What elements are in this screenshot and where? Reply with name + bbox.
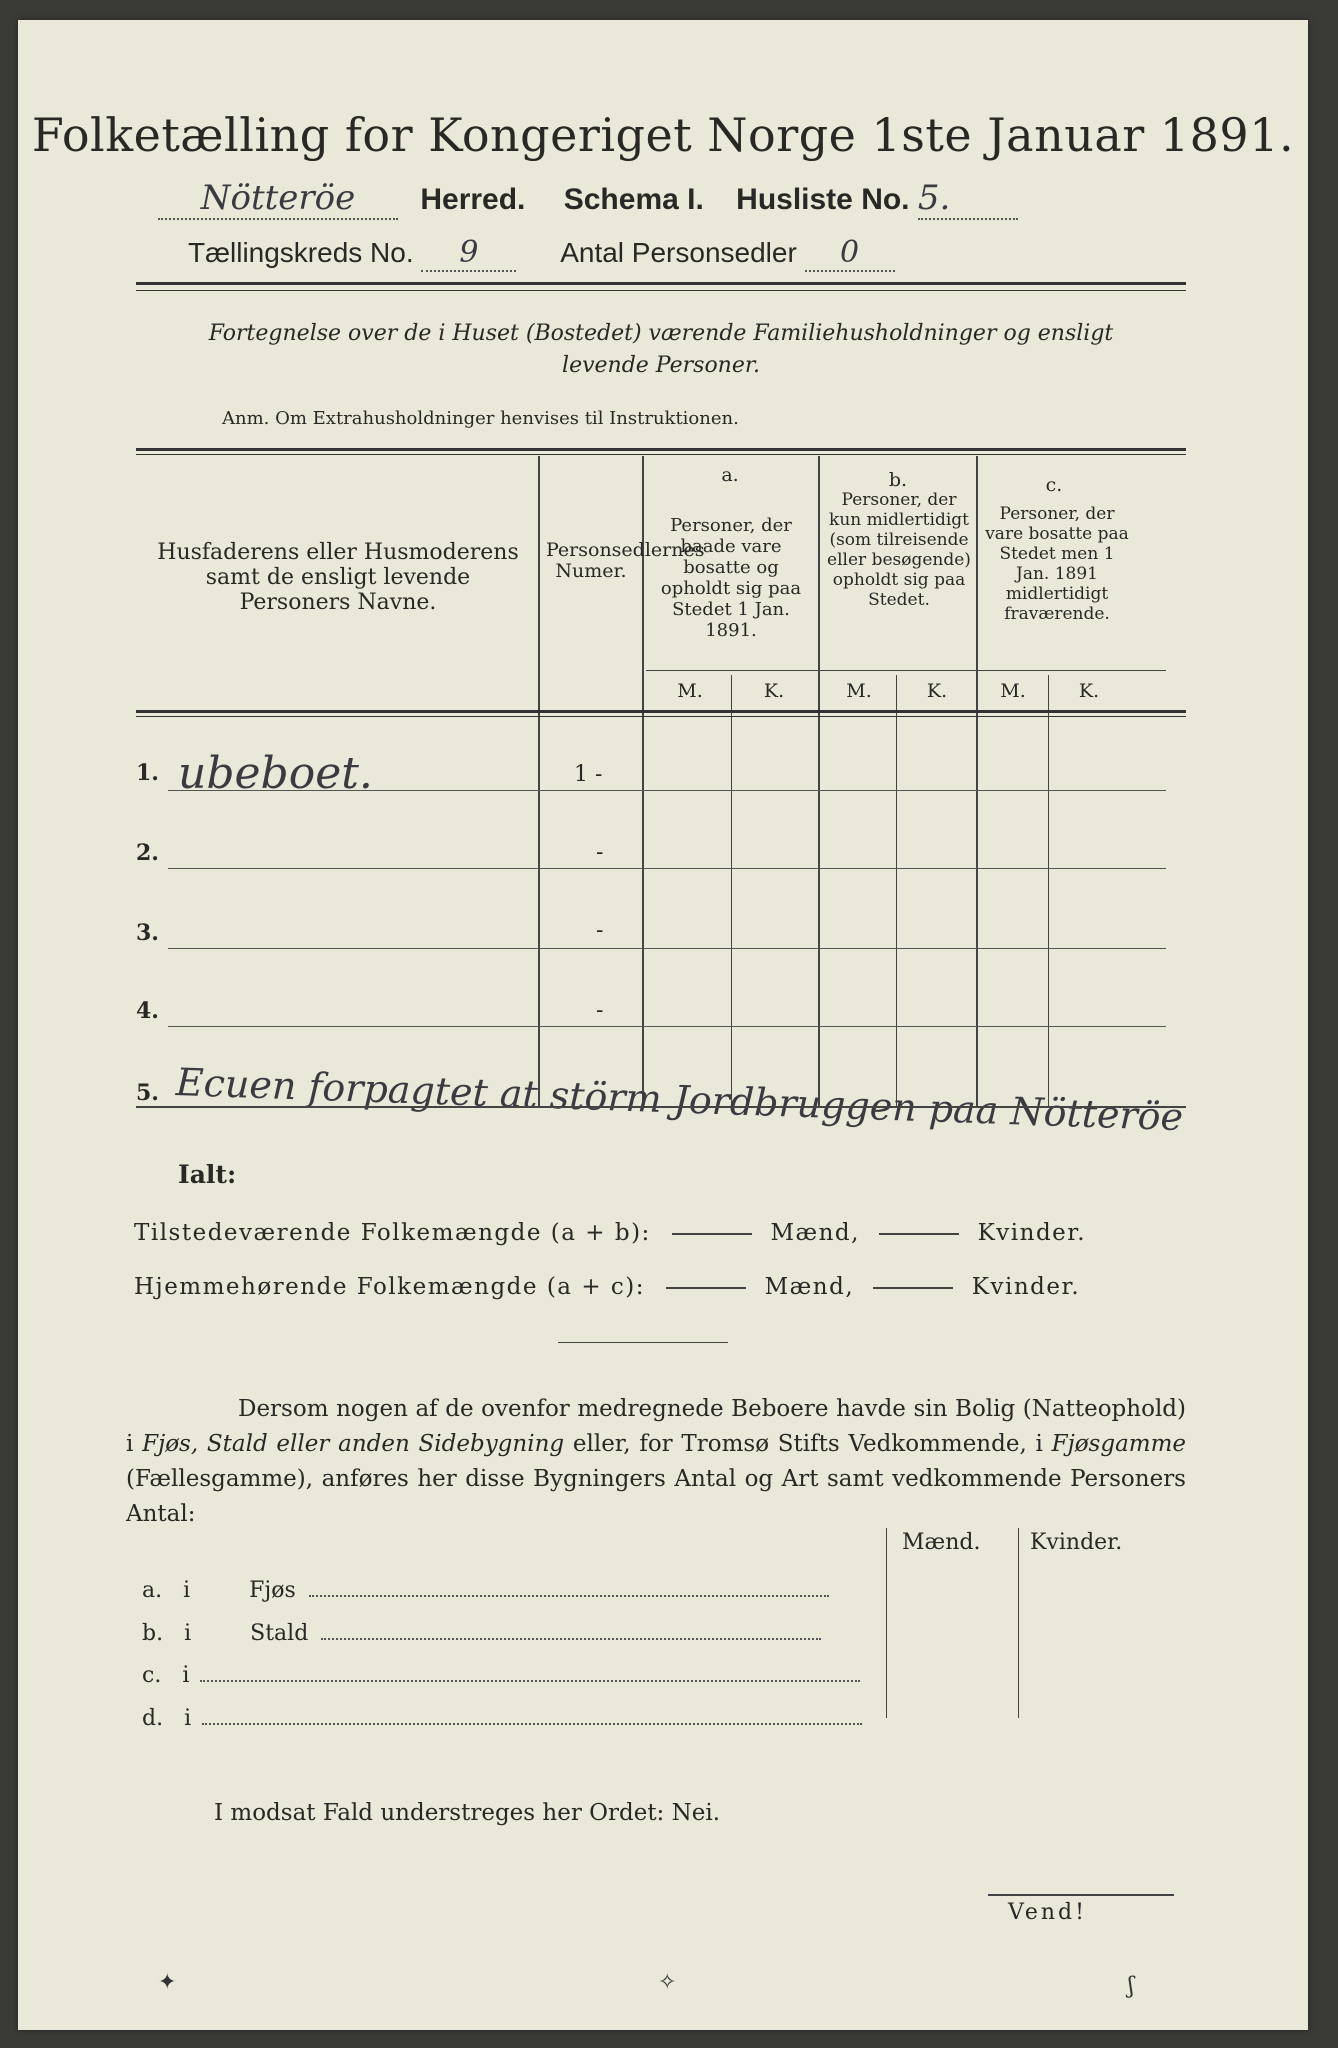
anm-note: Anm. Om Extrahusholdninger henvises til Instruktionen. — [222, 408, 739, 429]
bld-divider-2 — [1018, 1528, 1019, 1718]
table-top-rule — [136, 448, 1186, 451]
row-2-rule — [168, 868, 1166, 869]
header-rule-bottom — [136, 290, 1186, 291]
c-k-label: K. — [1078, 680, 1100, 702]
bld-row-b-name: Stald — [250, 1621, 309, 1646]
para-em1: Fjøs, Stald eller anden Sidebygning — [142, 1431, 565, 1457]
ialt-label: Ialt: — [178, 1160, 237, 1189]
tilstede-label: Tilstedeværende Folkemængde (a + b): — [134, 1220, 651, 1246]
col-c-heading: Personer, der vare bosatte paa Stedet men 1 Jan. 1891 midlertidigt fraværende. — [985, 504, 1129, 624]
intro-line1: Fortegnelse over de i Huset (Bostedet) værende Familiehusholdninger og ensligt — [208, 321, 1114, 346]
para-em2: Fjøsgamme — [1051, 1431, 1187, 1457]
bld-row-a — [142, 1575, 882, 1603]
para-text-mid: eller, for Tromsø Stifts Vedkommende, i — [564, 1431, 1052, 1457]
tilstede-maend-blank — [672, 1233, 752, 1235]
nei-note: I modsat Fald understreges her Ordet: Nei. — [214, 1800, 721, 1826]
herred-label: Herred. — [420, 183, 526, 216]
row-2-sedler: - — [596, 840, 604, 865]
hjemme-maend-blank — [666, 1287, 746, 1289]
col-a-letter: a. — [721, 464, 739, 486]
hjemme-label: Hjemmehørende Folkemængde (a + c): — [134, 1274, 645, 1300]
a-k-label: K. — [763, 680, 785, 702]
bld-row-b-letter: b. — [142, 1621, 164, 1646]
row-5-name: Ecuen forpagtet at störm Jordbruggen paa Nötteröe — [175, 1060, 1184, 1140]
b-k-label: K. — [926, 680, 948, 702]
a-m-label: M. — [677, 680, 703, 702]
bld-row-c-dots — [200, 1660, 860, 1682]
col-num-heading: Personsedlernes Numer. — [546, 539, 705, 582]
husliste-value: 5. — [918, 178, 1018, 220]
row-1-num: 1. — [136, 760, 159, 786]
row-4-sedler: - — [596, 998, 604, 1023]
row-5-rule — [136, 1106, 1186, 1108]
herred-line — [158, 178, 1178, 220]
para-text-post: (Fællesgamme), anføres her disse Bygningers Antal og Art samt vedkommende Personers Antal: — [126, 1466, 1186, 1527]
hjemme-kvinder-label: Kvinder. — [971, 1274, 1081, 1300]
form-title: Folketælling for Kongeriget Norge 1ste Januar 1891. — [31, 108, 1295, 162]
table-header-bottom-rule-2 — [136, 716, 1186, 717]
table-top-rule-2 — [136, 454, 1186, 455]
bld-row-a-i: i — [183, 1578, 191, 1603]
hjemme-line — [134, 1274, 1194, 1300]
tilstede-kvinder-blank — [879, 1233, 959, 1235]
herred-value: Nötteröe — [158, 178, 398, 220]
bld-row-b — [142, 1618, 882, 1646]
row-1-name: ubeboet. — [178, 748, 373, 799]
bld-row-a-letter: a. — [142, 1578, 163, 1603]
bld-row-d-letter: d. — [142, 1706, 164, 1731]
row-3-rule — [168, 948, 1166, 949]
row-4-rule — [168, 1026, 1166, 1027]
intro-text — [136, 318, 1186, 382]
vend-label: Vend! — [1008, 1900, 1087, 1925]
personsedler-label: Antal Personsedler — [560, 237, 797, 268]
para-text-pre: Dersom nogen af de ovenfor medregnede Beboere havde sin Bolig (Natteophold) i — [126, 1396, 1186, 1457]
col-b-heading: Personer, der kun midlertidigt (som tilreisende eller besøgende) opholdt sig paa Stedet. — [827, 490, 971, 610]
c-m-label: M. — [1000, 680, 1026, 702]
kreds-line — [188, 235, 1168, 272]
col-divider-b-mk — [896, 675, 897, 1106]
bld-row-a-dots — [309, 1575, 829, 1597]
row-3-num: 3. — [136, 920, 159, 946]
b-m-label: M. — [846, 680, 872, 702]
bld-row-d-i: i — [184, 1706, 192, 1731]
bld-divider-1 — [886, 1528, 887, 1718]
bld-row-b-dots — [321, 1618, 821, 1640]
row-1-sedler: 1 - — [574, 762, 603, 787]
tilstede-kvinder-label: Kvinder. — [977, 1220, 1087, 1246]
bolig-paragraph — [126, 1392, 1186, 1532]
row-2-num: 2. — [136, 840, 159, 866]
ink-mark-left: ✦ — [158, 1970, 177, 1995]
row-1-rule — [168, 790, 1166, 791]
bld-kvinder-heading: Kvinder. — [1030, 1530, 1123, 1555]
ink-mark-center: ✧ — [658, 1970, 677, 1995]
vend-rule — [988, 1894, 1174, 1896]
col-b-letter: b. — [888, 469, 908, 491]
bld-row-a-name: Fjøs — [249, 1578, 296, 1603]
bld-row-d-dots — [202, 1703, 862, 1725]
table-header-bottom-rule — [136, 710, 1186, 713]
bld-row-b-i: i — [184, 1621, 192, 1646]
census-form — [18, 20, 1308, 2030]
col-divider-a-mk — [731, 675, 732, 1106]
col-name-heading: Husfaderens eller Husmoderens samt de ensligt levende Personers Navne. — [157, 540, 519, 615]
hjemme-kvinder-blank — [873, 1287, 953, 1289]
kreds-value: 9 — [421, 235, 516, 272]
hjemme-maend-label: Mænd, — [764, 1274, 855, 1300]
col-divider-b — [976, 456, 978, 1106]
personsedler-value: 0 — [805, 235, 895, 272]
intro-line2: levende Personer. — [562, 353, 760, 378]
row-3-sedler: - — [596, 918, 604, 943]
tilstede-line — [134, 1220, 1194, 1246]
section-divider — [558, 1342, 728, 1343]
tilstede-maend-label: Mænd, — [770, 1220, 860, 1246]
header-rule-top — [136, 282, 1186, 285]
col-c-letter: c. — [1045, 474, 1063, 496]
bld-row-d — [142, 1703, 882, 1731]
col-divider-name — [538, 456, 540, 1106]
row-4-num: 4. — [136, 998, 159, 1024]
col-a-heading: Personer, der baade vare bosatte og opholdt sig paa Stedet 1 Jan. 1891. — [660, 515, 802, 641]
ink-mark-right: ʃ — [1128, 1974, 1134, 1999]
row-5-num: 5. — [136, 1080, 159, 1106]
bld-row-c-i: i — [182, 1663, 190, 1688]
kreds-label: Tællingskreds No. — [188, 237, 414, 268]
bld-row-c-letter: c. — [142, 1663, 162, 1688]
husliste-label: Husliste No. — [736, 183, 910, 216]
col-divider-c-mk — [1048, 675, 1049, 1106]
bld-row-c — [142, 1660, 882, 1688]
col-divider-a — [818, 456, 820, 1106]
schema-label: Schema I. — [563, 183, 704, 216]
bld-maend-heading: Mænd. — [902, 1530, 981, 1555]
mk-rule — [646, 670, 1166, 671]
